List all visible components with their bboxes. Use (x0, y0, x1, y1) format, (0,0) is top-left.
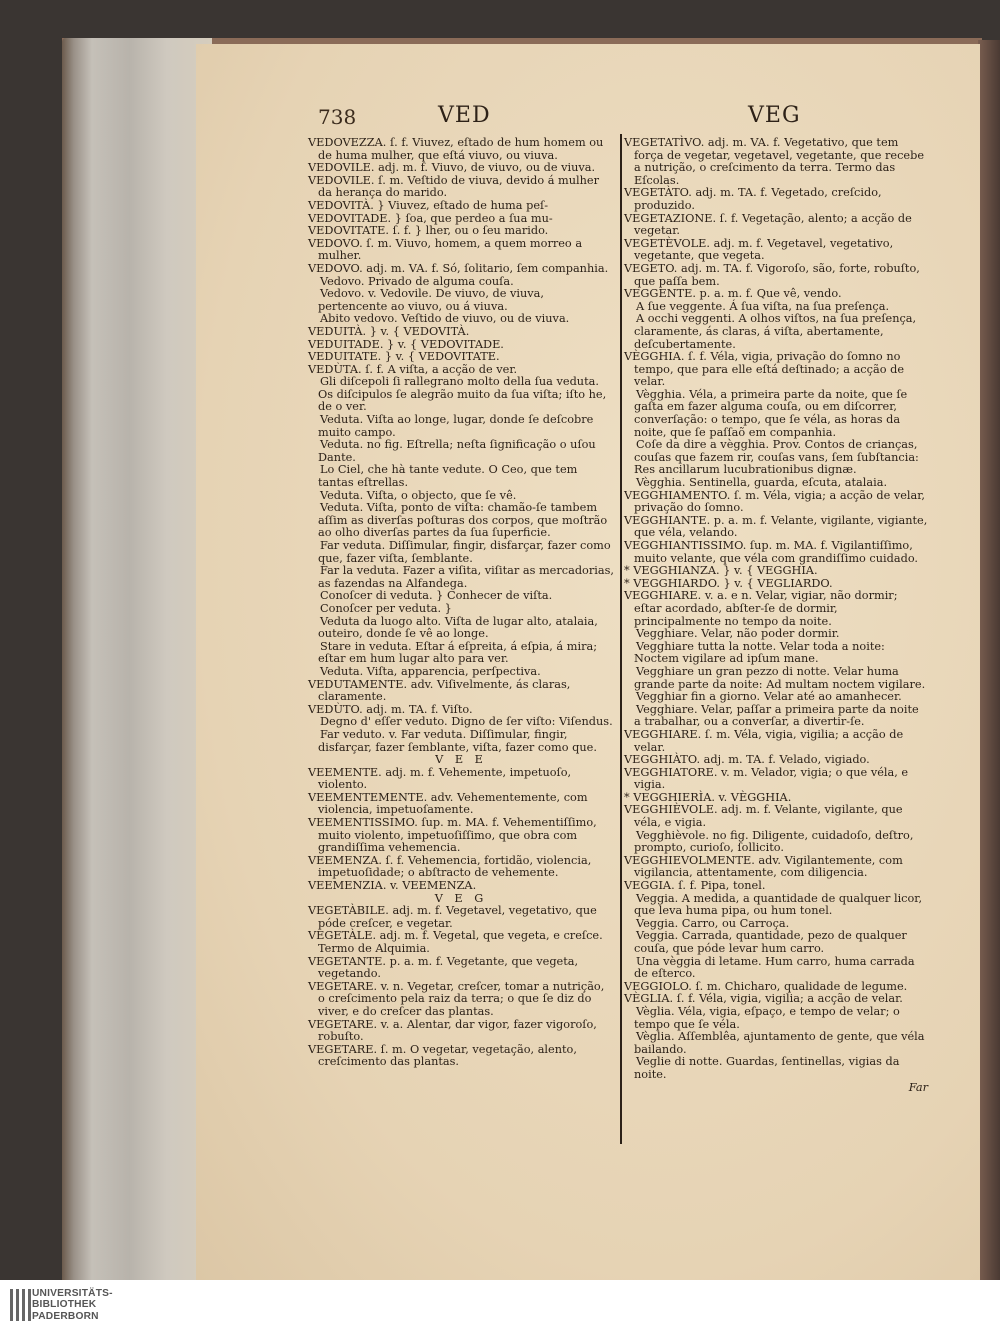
dictionary-entry: VEGETO. adj. m. TA. f. Vigoroſo, são, forte, robuſto, que paſſa bem. (624, 261, 920, 288)
dictionary-entry: VEDOVILE. adj. m. f. Viuvo, de viuvo, ou de viuva. (308, 161, 596, 175)
entry-sense: Coſe da dire a vègghia. Prov. Contos de crianças, couſas que fazem rir, couſas vans, ſem ſubſtancia: Res ancillarum lucubrationibus dignæ. (634, 438, 919, 477)
section-heading: V E E (435, 753, 487, 767)
dictionary-entry: VEGETÈVOLE. adj. m. f. Vegetavel, vegetativo, vegetante, que vegeta. (624, 236, 894, 263)
dictionary-entry: VÈGLIA. ſ. f. Véla, vigia, vigilia; a acção de velar. (624, 992, 903, 1006)
dictionary-entry: * VEGGHIARDO. } v. { VEGLIARDO. (624, 576, 833, 590)
logo-line-1: UNIVERSITÄTS- (32, 1288, 113, 1299)
entry-sense: Una vèggia di letame. Hum carro, huma carrada de eſterco. (634, 954, 915, 981)
left-column (308, 137, 614, 1069)
running-header-left: VED (438, 103, 491, 128)
dictionary-entry: VEGGHIEVOLMENTE. adv. Vigilantemente, com vigilancia, attentamente, com diligencia. (624, 853, 903, 880)
dictionary-entry: VEDÙTA. ſ. f. A viſta, a acção de ver. (308, 362, 518, 376)
entry-sense: Conoſcer di veduta. } Conhecer de viſta. (320, 589, 553, 603)
logo-line-3: PADERBORN (32, 1310, 99, 1322)
entry-sense: Vegghiare un gran pezzo di notte. Velar huma grande parte da noite: Ad multam noctem vigilare. (634, 664, 926, 691)
book-cover-edge (978, 40, 1000, 1280)
entry-sense: Lo Ciel, che hà tante vedute. O Ceo, que tem tantas eſtrellas. (318, 463, 578, 490)
dictionary-entry: VEDOVITATE. ſ. f. } lher, ou o ſeu marido. (308, 224, 549, 238)
logo-line-2: BIBLIOTHEK (32, 1299, 97, 1311)
dictionary-entry: VEDUTAMENTE. adv. Viſivelmente, ás claras, claramente. (308, 677, 571, 704)
dictionary-entry: VEGGIOLO. ſ. m. Chicharo, qualidade de legume. (624, 979, 908, 993)
entry-sense: A occhi veggenti. A olhos viſtos, na ſua preſença, claramente, ás claras, á viſta, abertamente, deſcubertamente. (634, 312, 917, 351)
entry-sense: Veduta. Viſta, o objecto, que ſe vê. (320, 488, 517, 502)
entry-sense: Veduta. Viſta, ponto de viſta: chamão-ſe tambem aſſim as diverſas poſturas dos corpos, que moſtrão ao olho diverſas partes da ſua ſuperficie. (318, 501, 608, 540)
dictionary-entry: VEGETÀLE. adj. m. f. Vegetal, que vegeta, e creſce. Termo de Alquimia. (308, 929, 603, 955)
entry-sense: Veglie di notte. Guardas, ſentinellas, vigias da noite. (634, 1055, 900, 1081)
dictionary-entry: VEGETATÌVO. adj. m. VA. f. Vegetativo, que tem força de vegetar, vegetavel, vegetante, que recebe a nutrição, o creſcimento da terra. Termo das Eſcolas. (624, 136, 925, 187)
dictionary-entry: VEGETANTE. p. a. m. f. Vegetante, que vegeta, vegetando. (308, 954, 579, 981)
dictionary-entry: VEEMENZIA. v. VEEMENZA. (308, 879, 477, 893)
dictionary-entry: * VEGGHIANZA. } v. { VEGGHIA. (624, 564, 818, 578)
dictionary-entry: VEGGHIARE. ſ. m. Véla, vigia, vigilia; a acção de velar. (624, 727, 904, 754)
dictionary-entry: * VEGGHIERÌA. v. VÈGGHIA. (624, 790, 792, 804)
dictionary-entry: VEDOVITÀ. } Viuvez, eſtado de huma peſ- (308, 198, 549, 212)
dictionary-entry: VEEMENTE. adj. m. f. Vehemente, impetuoſo, violento. (308, 765, 572, 792)
entry-sense: Stare in veduta. Eſtar á eſpreita, á eſpia, á mira; eſtar em hum lugar alto para ver. (318, 639, 598, 666)
entry-sense: Veduta. no fig. Eſtrella; neſta ſignificação o uſou Dante. (318, 438, 596, 464)
dictionary-entry: VEGGHIANTE. p. a. m. f. Velante, vigilante, vigiante, que véla, velando. (624, 513, 928, 540)
entry-sense: Vegghiar fin a giorno. Velar até ao amanhecer. (636, 690, 902, 704)
entry-sense: Far veduta. Diſſimular, fingir, disfarçar, fazer como que, fazer viſta, ſemblante. (318, 539, 611, 565)
entry-sense: Vedovo. v. Vedovile. De viuvo, de viuva, pertencente ao viuvo, ou á viuva. (318, 287, 545, 313)
dictionary-entry: VEGETAZIONE. ſ. f. Vegetação, alento; a acção de vegetar. (624, 211, 912, 238)
entry-sense: Veduta da luogo alto. Viſta de lugar alto, atalaia, outeiro, donde ſe vê ao longe. (318, 614, 598, 641)
column-divider (620, 134, 622, 1144)
entry-sense: Conoſcer per veduta. } (320, 601, 452, 615)
library-logo-text (32, 1288, 113, 1322)
dictionary-entry: VEDOVO. ſ. m. Viuvo, homem, a quem morreo a mulher. (308, 236, 583, 263)
dictionary-entry: VEDOVEZZA. ſ. f. Viuvez, eſtado de hum homem ou de huma mulher, que eſtá viuvo, ou viuva. (308, 136, 604, 162)
entry-sense: Vègghia. Sentinella, guarda, eſcuta, atalaia. (636, 476, 888, 490)
dictionary-entry: VEGGIA. ſ. f. Pipa, tonel. (624, 879, 766, 893)
dictionary-entry: VEDOVITADE. } ſoa, que perdeo a ſua mu- (308, 211, 553, 225)
entry-sense: Veduta. Viſta ao longe, lugar, donde ſe deſcobre muito campo. (318, 413, 594, 439)
dictionary-entry: VEGETARE. ſ. m. O vegetar, vegetação, alento, creſcimento das plantas. (308, 1042, 577, 1069)
entry-sense: Far veduto. v. Far veduta. Diſſimular, fingir, disfarçar, fazer ſemblante, viſta, fazer como que. (318, 727, 597, 754)
dictionary-entry: VÈGGHIA. ſ. f. Véla, vigia, privação do ſomno no tempo, que para elle eſtá deſtinado; a acção de velar. (624, 350, 904, 389)
dictionary-entry: VEDOVO. adj. m. VA. f. Só, ſolitario, ſem companhia. (308, 261, 609, 275)
dictionary-entry: VEGGHIÀTO. adj. m. TA. f. Velado, vigiado. (624, 753, 870, 767)
dictionary-entry: VEDÙTO. adj. m. TA. f. Viſto. (308, 702, 473, 716)
dictionary-entry: VEGGHIANTISSIMO. ſup. m. MA. f. Vigilantiſſimo, muito velante, que véla com grandiſſimo cuidado. (624, 539, 919, 565)
entry-sense: Vègghia. Véla, a primeira parte da noite, que ſe gaſta em fazer alguma couſa, ou em diſcorrer, converſação: o tempo, que ſe véla, as horas da noite, que ſe paſſaõ em companhia. (634, 387, 908, 439)
entry-sense: Abito vedovo. Veſtido de viuvo, ou de viuva. (320, 312, 570, 326)
entry-sense: Far la veduta. Fazer a viſita, viſitar as mercadorias, as fazendas na Alfandega. (318, 564, 614, 590)
dictionary-entry: VEEMENZA. ſ. f. Vehemencia, fortidão, violencia, impetuoſidade; o abſtracto de vehemente. (308, 853, 592, 880)
dictionary-entry: VEGETÀTO. adj. m. TA. f. Vegetado, creſcido, produzido. (624, 186, 882, 212)
dictionary-entry: VEDOVILE. ſ. m. Veſtido de viuva, devido á mulher da herança do marido. (308, 173, 599, 200)
dictionary-entry: VEGETARE. v. a. Alentar, dar vigor, fazer vigoroſo, robuſto. (308, 1017, 597, 1044)
entry-sense: Vèglia. Aſſemblêa, ajuntamento de gente, que véla bailando. (634, 1030, 925, 1056)
dictionary-entry: VEGETARE. v. n. Vegetar, creſcer, tomar a nutrição, o creſcimento pela raiz da terra; o que ſe diz do viver, e do creſcer das plantas. (308, 979, 605, 1018)
dictionary-entry: VEGGHIARE. v. a. e n. Velar, vigiar, não dormir; eſtar acordado, abſter-ſe de dormir, principalmente no tempo da noite. (624, 589, 898, 628)
running-header-right: VEG (748, 103, 801, 128)
dictionary-entry: VEDUITADE. } v. { VEDOVITADE. (308, 337, 504, 351)
page-number: 738 (318, 105, 357, 129)
dictionary-entry: VEEMENTEMENTE. adv. Vehementemente, com violencia, impetuoſamente. (308, 790, 588, 817)
entry-sense: Veggia. Carro, ou Carroça. (636, 916, 790, 930)
book-page-edges (62, 38, 212, 1280)
dictionary-entry: VEGGHIÈVOLE. adj. m. f. Velante, vigilante, que véla, e vigia. (624, 803, 903, 830)
entry-sense: Vegghiare tutta la notte. Velar toda a noite: Noctem vigilare ad ipſum mane. (634, 639, 885, 666)
entry-sense: Degno d' eſſer veduto. Digno de ſer viſto: Viſendus. (320, 715, 613, 729)
entry-sense: Vegghièvole. no fig. Diligente, cuidadoſo, deſtro, prompto, curioſo, ſollicito. (634, 828, 914, 855)
catchword: Far (908, 1080, 928, 1094)
dictionary-entry: VEGGENTE. p. a. m. f. Que vê, vendo. (624, 287, 842, 301)
entry-sense: Gli diſcepoli ſi rallegrano molto della ſua veduta. Os diſcipulos ſe alegrão muito da ſua viſta; iſto he, de o ver. (318, 375, 607, 414)
entry-sense: Vegghiare. Velar, paſſar a primeira parte da noite a trabalhar, ou a converſar, a divertir-ſe. (634, 702, 919, 729)
entry-sense: Veduta. Viſta, apparencia, perſpectiva. (320, 664, 541, 678)
dictionary-entry: VEGGHIATORE. v. m. Velador, vigia; o que véla, e vigia. (624, 765, 909, 792)
entry-sense: Veggia. A medida, a quantidade de qualquer licor, que leva huma pipa, ou hum tonel. (634, 891, 923, 918)
dictionary-entry: VEDUITÀ. } v. { VEDOVITÀ. (308, 324, 470, 338)
dictionary-entry: VEDUITATE. } v. { VEDOVITATE. (308, 350, 500, 364)
section-heading: V E G (434, 891, 488, 905)
dictionary-entry: VEEMENTISSIMO. ſup. m. MA. f. Vehementiſſimo, muito violento, impetuoſiſſimo, que obra com grandiſſima vehemencia. (308, 816, 597, 855)
entry-sense: Vedovo. Privado de alguma couſa. (320, 274, 514, 288)
dictionary-entry: VEGGHIAMENTO. ſ. m. Véla, vigia; a acção de velar, privação do ſomno. (624, 488, 926, 515)
right-column (624, 137, 928, 1094)
entry-sense: Vegghiare. Velar, não poder dormir. (636, 627, 840, 641)
dictionary-entry: VEGETÀBILE. adj. m. f. Vegetavel, vegetativo, que póde creſcer, e vegetar. (308, 904, 597, 930)
entry-sense: A ſue veggente. Á ſua viſta, na ſua preſença. (636, 299, 890, 313)
entry-sense: Vèglia. Véla, vigia, eſpaço, e tempo de velar; o tempo que ſe véla. (634, 1004, 900, 1031)
entry-sense: Veggia. Carrada, quantidade, pezo de qualquer couſa, que póde levar hum carro. (634, 929, 907, 955)
